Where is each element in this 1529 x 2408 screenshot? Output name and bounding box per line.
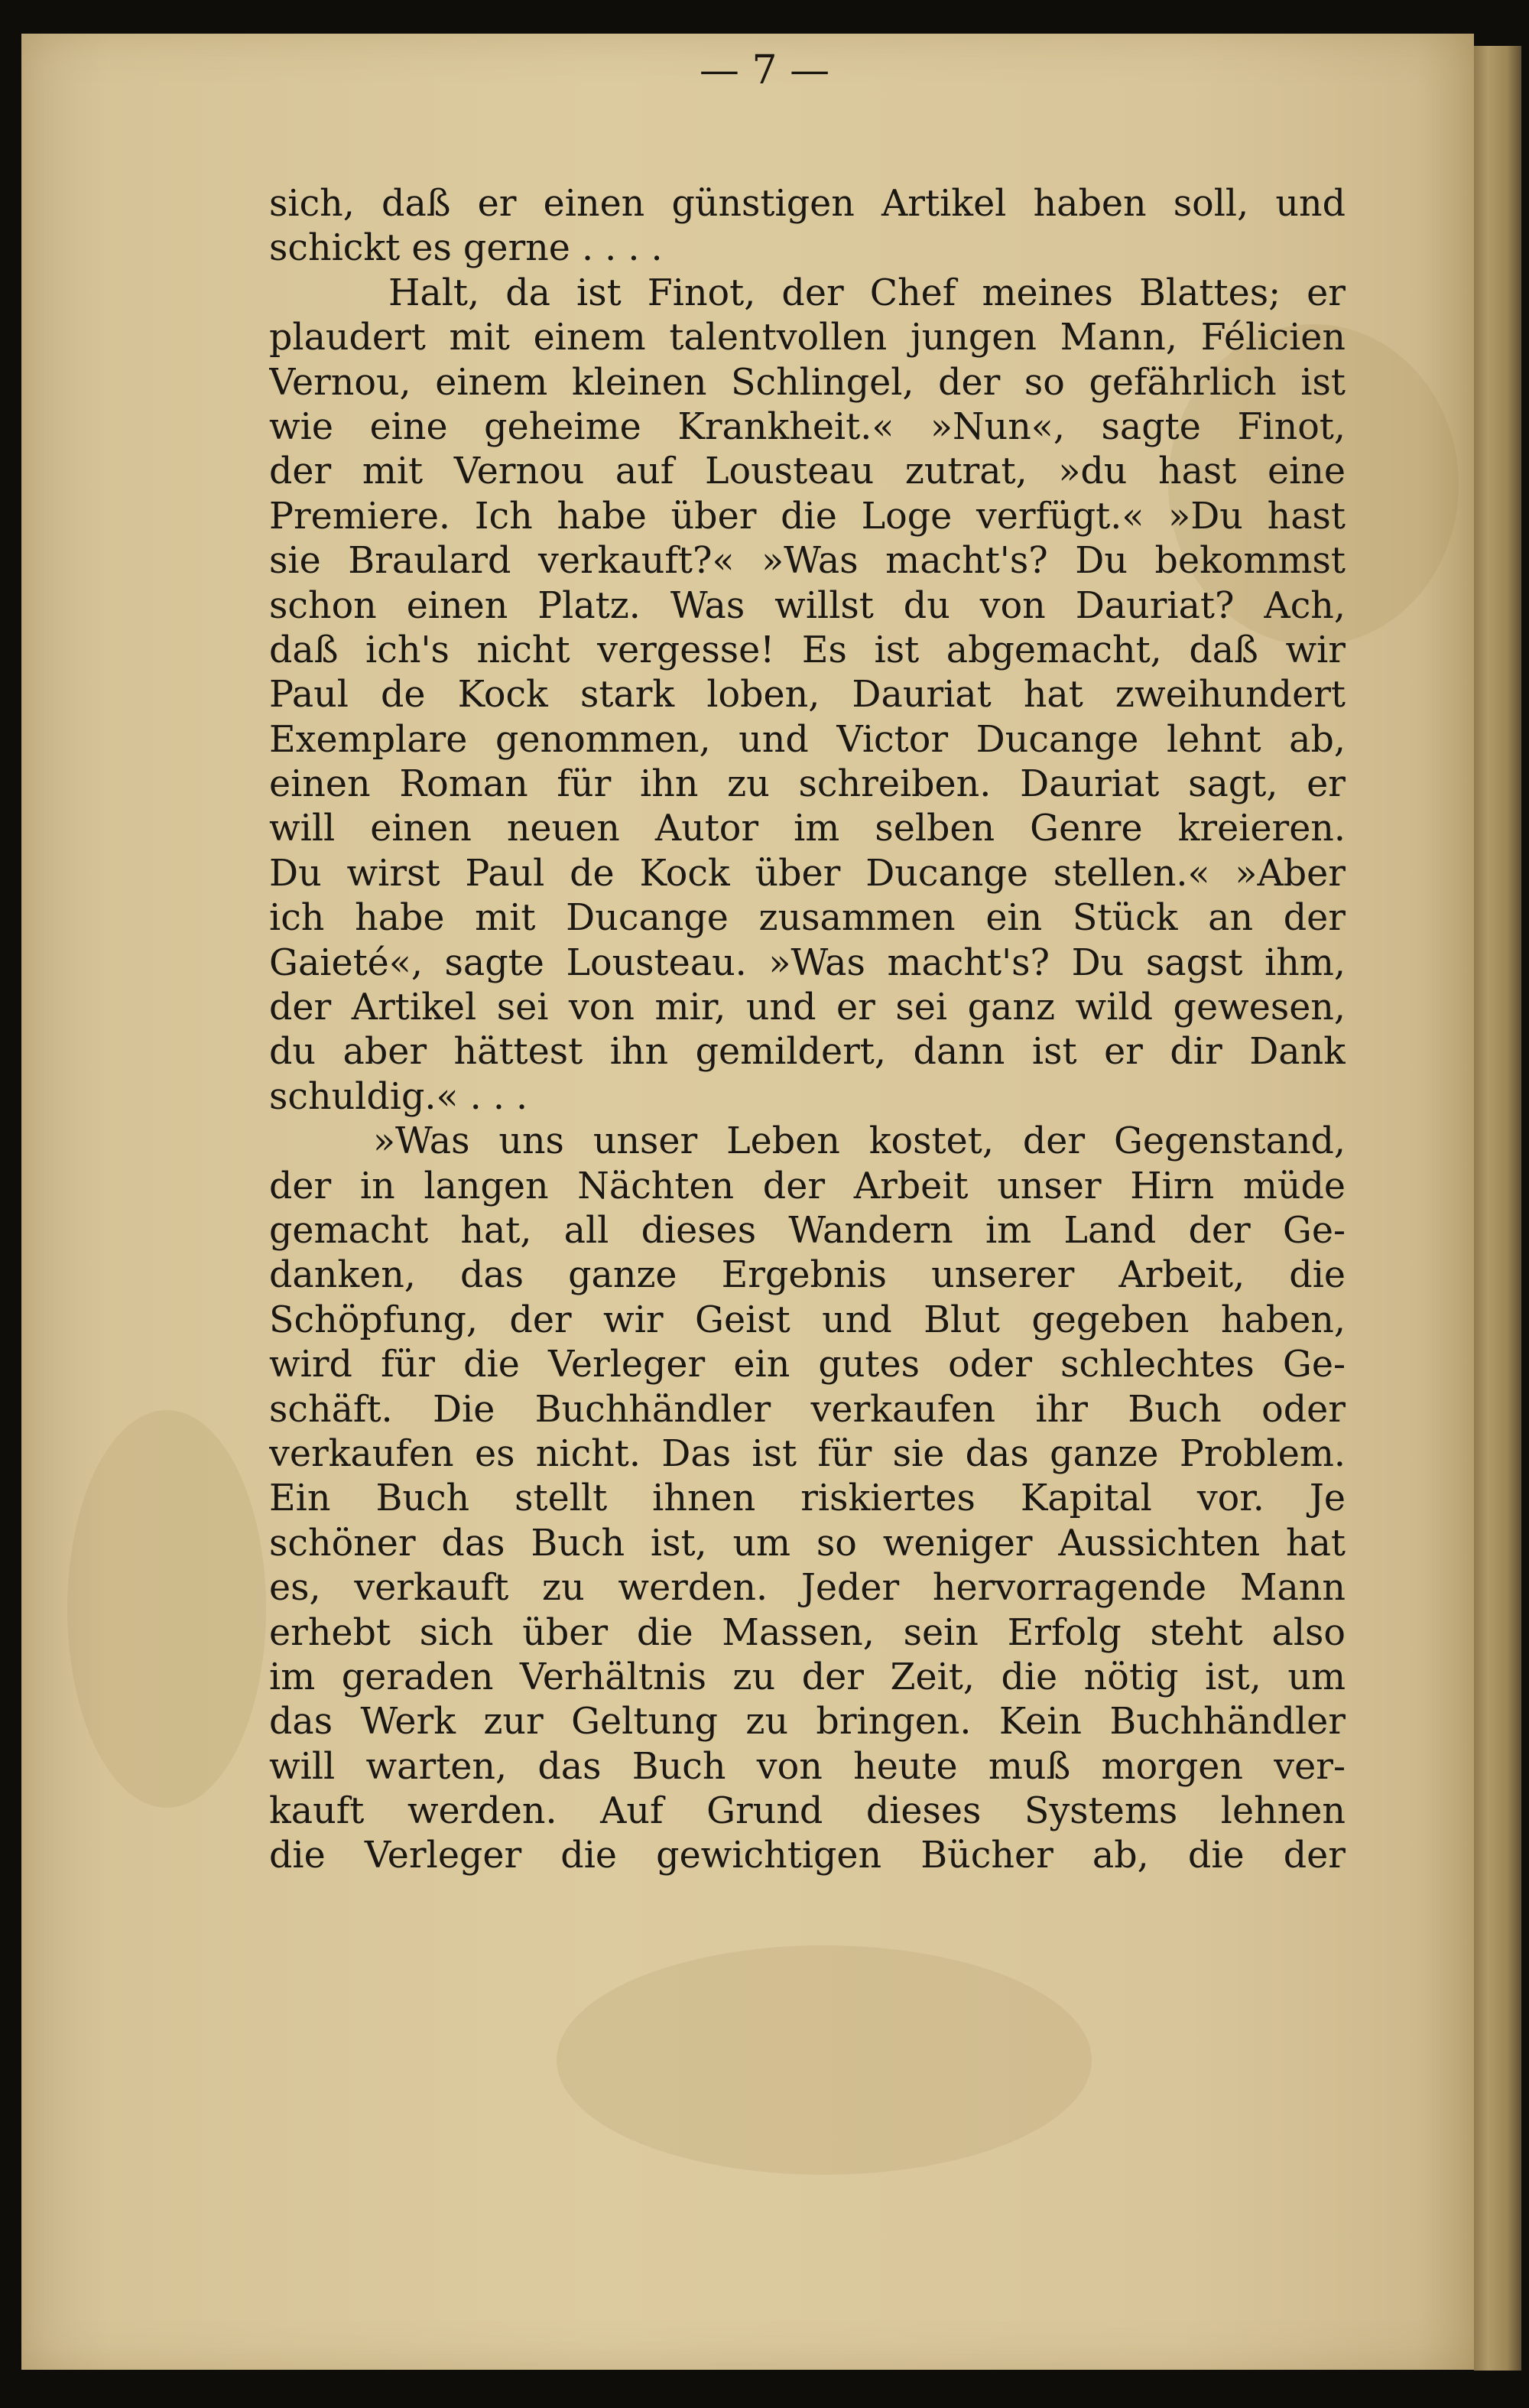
text-line: wird für die Verleger ein gutes oder schlechtes Ge- xyxy=(269,1344,1346,1386)
page-number: — 7 — xyxy=(699,47,830,93)
text-line: schäft. Die Buchhändler verkaufen ihr Buch oder xyxy=(269,1388,1346,1431)
text-line: schuldig.« . . . xyxy=(269,1075,528,1118)
text-line: will warten, das Buch von heute muß morgen ver- xyxy=(269,1745,1346,1788)
text-line: ich habe mit Ducange zusammen ein Stück an der xyxy=(269,897,1346,940)
text-line: einen Roman für ihn zu schreiben. Dauriat sagt, er xyxy=(269,763,1346,806)
text-line: Gaieté«, sagte Lousteau. »Was macht's? Du sagst ihm, xyxy=(269,941,1346,984)
text-line: Vernou, einem kleinen Schlingel, der so gefährlich ist xyxy=(269,361,1346,404)
page-edge-right xyxy=(1474,46,1521,2371)
text-line: der in langen Nächten der Arbeit unser Hirn müde xyxy=(269,1165,1346,1207)
text-line: erhebt sich über die Massen, sein Erfolg steht also xyxy=(269,1611,1346,1654)
text-line: kauft werden. Auf Grund dieses Systems lehnen xyxy=(269,1790,1346,1833)
text-line: Premiere. Ich habe über die Loge verfügt.« »Du hast xyxy=(269,495,1346,538)
text-line: will einen neuen Autor im selben Genre kreieren. xyxy=(269,808,1346,850)
text-line: im geraden Verhältnis zu der Zeit, die nötig ist, um xyxy=(269,1656,1346,1698)
text-line: Halt, da ist Finot, der Chef meines Blattes; er xyxy=(388,271,1346,314)
text-line: Schöpfung, der wir Geist und Blut gegeben haben, xyxy=(269,1298,1346,1341)
text-line: gemacht hat, all dieses Wandern im Land der Ge- xyxy=(269,1209,1346,1252)
text-line: danken, das ganze Ergebnis unserer Arbeit, die xyxy=(269,1254,1346,1297)
paper-stain xyxy=(67,1410,266,1808)
text-line: »Was uns unser Leben kostet, der Gegenstand, xyxy=(373,1120,1346,1163)
text-line: der Artikel sei von mir, und er sei ganz wild gewesen, xyxy=(269,986,1346,1029)
text-line: die Verleger die gewichtigen Bücher ab, die der xyxy=(269,1834,1346,1877)
text-line: das Werk zur Geltung zu bringen. Kein Buchhändler xyxy=(269,1701,1346,1743)
text-line: Du wirst Paul de Kock über Ducange stellen.« »Aber xyxy=(269,852,1346,895)
text-line: du aber hättest ihn gemildert, dann ist er dir Dank xyxy=(269,1031,1346,1074)
text-line: sich, daß er einen günstigen Artikel haben soll, und xyxy=(269,183,1346,225)
text-line: daß ich's nicht vergesse! Es ist abgemacht, daß wir xyxy=(269,629,1346,671)
text-line: plaudert mit einem talentvollen jungen Mann, Félicien xyxy=(269,317,1346,359)
body-text xyxy=(269,182,1346,1879)
text-line: sie Braulard verkauft?« »Was macht's? Du bekommst xyxy=(269,540,1346,583)
text-line: der mit Vernou auf Lousteau zutrat, »du hast eine xyxy=(269,450,1346,493)
text-line: schon einen Platz. Was willst du von Dauriat? Ach, xyxy=(269,584,1346,627)
text-line: schickt es gerne . . . . xyxy=(269,227,663,270)
text-line: schöner das Buch ist, um so weniger Aussichten hat xyxy=(269,1522,1346,1565)
text-line: Ein Buch stellt ihnen riskiertes Kapital vor. Je xyxy=(269,1477,1346,1520)
text-line: Paul de Kock stark loben, Dauriat hat zweihundert xyxy=(269,674,1346,717)
text-line: verkaufen es nicht. Das ist für sie das ganze Problem. xyxy=(269,1432,1346,1475)
paper-stain xyxy=(557,1945,1092,2175)
text-line: wie eine geheime Krankheit.« »Nun«, sagte Finot, xyxy=(269,405,1346,448)
text-line: es, verkauft zu werden. Jeder hervorragende Mann xyxy=(269,1567,1346,1610)
text-line: Exemplare genommen, und Victor Ducange lehnt ab, xyxy=(269,718,1346,761)
